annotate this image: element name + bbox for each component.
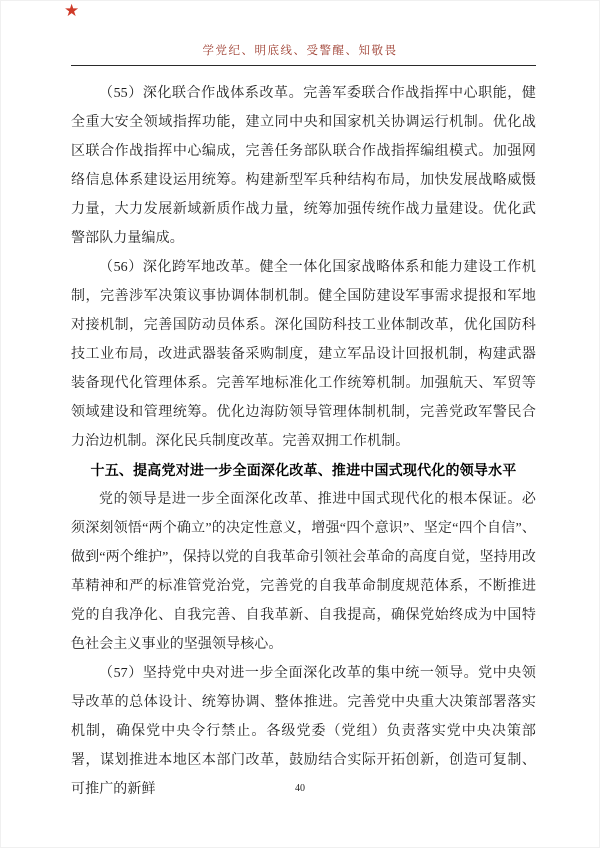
paragraph-lead: 党的领导是进一步全面深化改革、推进中国式现代化的根本保证。必须深刻领悟“两个确立”的决定性意义，增强“四个意识”、坚定“四个自信”、做到“两个维护”，保持以党的自我革命引领社会革命的高度自觉，坚持用改革精神和严的标准管党治党，完善党的自我革命制度规范体系，不断推进党的自我净化、自我完善、自我革新、自我提高，确保党始终成为中国特色社会主义事业的坚强领导核心。: [71, 492, 536, 652]
header-motto: 学党纪、明底线、受警醒、知敬畏: [202, 45, 398, 57]
page-footer: [1, 783, 599, 794]
header-rule: [71, 65, 536, 66]
page-header: [1, 42, 599, 58]
paragraph-55: （55）深化联合作战体系改革。完善军委联合作战指挥中心职能，健全重大安全领域指挥功能，建立同中央和国家机关协调运行机制。优化战区联合作战指挥中心编成，完善任务部队联合作战指挥编组模式。加强网络信息体系建设运用统筹。构建新型军兵种结构布局，加快发展战略威慑力量，大力发展新域新质作战力量，统筹加强传统作战力量建设。优化武警部队力量编成。: [71, 86, 536, 246]
document-body: [71, 79, 536, 804]
paragraph-57: （57）坚持党中央对进一步全面深化改革的集中统一领导。党中央领导改革的总体设计、统筹协调、整体推进。完善党中央重大决策部署落实机制，确保党中央令行禁止。各级党委（党组）负责落实党中央决策部署，谋划推进本地区本部门改革，鼓励结合实际开拓创新，创造可复制、可推广的新鲜: [71, 666, 536, 797]
section-heading-15: 十五、提高党对进一步全面深化改革、推进中国式现代化的领导水平: [90, 462, 517, 478]
red-star-icon: ★: [64, 1, 80, 20]
paragraph-56: （56）深化跨军地改革。健全一体化国家战略体系和能力建设工作机制，完善涉军决策议事协调体制机制。健全国防建设军事需求提报和军地对接机制，完善国防动员体系。深化国防科技工业体制改革，优化国防科技工业布局，改进武器装备采购制度，建立军品设计回报机制，构建武器装备现代化管理体系。完善军地标准化工作统筹机制。加强航天、军贸等领域建设和管理统筹。优化边海防领导管理体制机制，完善党政军警民合力治边机制。深化民兵制度改革。完善双拥工作机制。: [71, 260, 536, 449]
page-number: 40: [295, 783, 305, 794]
